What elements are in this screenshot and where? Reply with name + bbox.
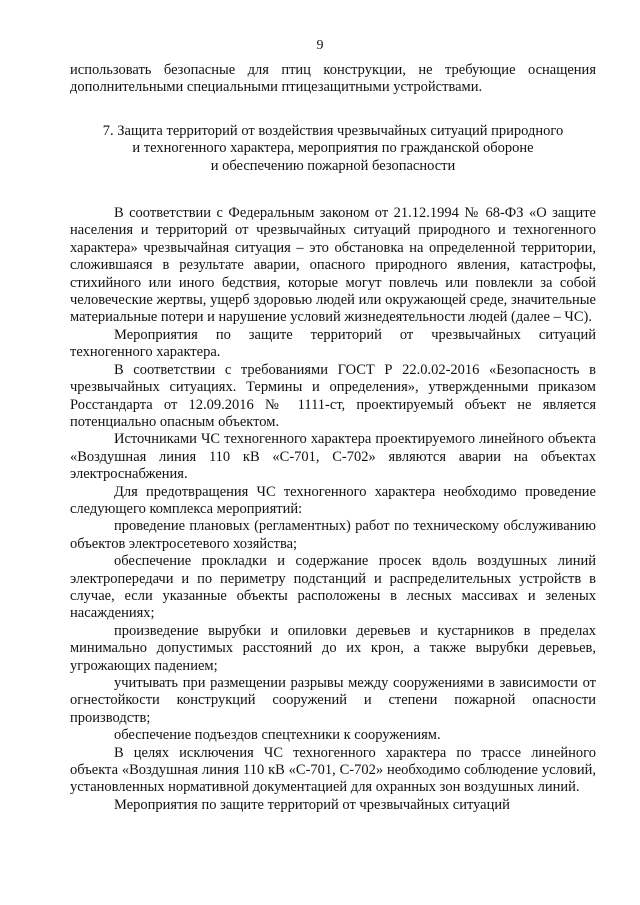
section-title-line-2: и техногенного характера, мероприятия по гражданской обороне: [132, 140, 534, 157]
paragraph-definition: В соответствии с Федеральным законом от 21.12.1994 № 68-ФЗ «О защите населения и территорий от чрезвычайных ситуаций природного и техногенного характера» чрезвычайная ситуация – это обстановка на определенной территории, сложившаяся в результате аварии, опасного природного явления, катастрофы, стихийного или иного бедствия, которые могут повлечь или повлекли за собой человеческие жертвы, ущерб здоровью людей или окружающей среде, значительные материальные потери и нарушение условий жизнедеятельности людей (далее – ЧС).: [70, 205, 596, 326]
section-title-line-1: 7. Защита территорий от воздействия чрезвычайных ситуаций природного: [102, 122, 564, 139]
section-title-line-3: и обеспечению пожарной безопасности: [210, 157, 456, 174]
list-item-fire-breaks: учитывать при размещении разрывы между сооружениями в зависимости от огнестойкости конструкций сооружений и степени пожарной опасности производств;: [70, 675, 596, 726]
list-item-clearings: обеспечение прокладки и содержание просек вдоль воздушных линий электропередачи и по периметру подстанций и распределительных устройств в случае, если указанные объекты расположены в лесных массивах и зеленых насаждениях;: [70, 553, 596, 622]
paragraph-security-zones: В целях исключения ЧС техногенного характера по трассе линейного объекта «Воздушная линия 110 кВ «С-701, С-702» необходимо соблюдение условий, установленных нормативной документацией для охранных зон воздушных линий.: [70, 744, 596, 796]
paragraph-sources: Источниками ЧС техногенного характера проектируемого линейного объекта «Воздушная линия 110 кВ «С-701, С-702» являются аварии на объектах электроснабжения.: [70, 431, 596, 483]
page-number: 9: [316, 38, 324, 53]
intro-paragraph: использовать безопасные для птиц конструкции, не требующие оснащения дополнительными специальными птицезащитными устройствами.: [70, 62, 596, 96]
paragraph-continued: Мероприятия по защите территорий от чрезвычайных ситуаций: [114, 796, 510, 813]
paragraph-gost: В соответствии с требованиями ГОСТ Р 22.0.02-2016 «Безопасность в чрезвычайных ситуациях. Термины и определения», утвержденными приказом Росстандарта от 12.09.2016 № 1111-ст, проектируемый объект не является потенциально опасным объектом.: [70, 361, 596, 430]
section-title: [70, 123, 596, 175]
list-item-tree-cutting: произведение вырубки и опиловки деревьев и кустарников в пределах минимально допустимых расстояний до их крон, а также вырубки деревьев, угрожающих падением;: [70, 622, 596, 674]
list-item-access-roads: обеспечение подъездов спецтехники к сооружениям.: [114, 727, 441, 744]
paragraph-prevention-intro: Для предотвращения ЧС техногенного характера необходимо проведение следующего комплекса мероприятий:: [70, 483, 596, 517]
page-content: [70, 62, 596, 814]
paragraph-measures-heading: Мероприятия по защите территорий от чрезвычайных ситуаций техногенного характера.: [70, 326, 596, 361]
list-item-maintenance: проведение плановых (регламентных) работ по техническому обслуживанию объектов электросетевого хозяйства;: [70, 518, 596, 552]
